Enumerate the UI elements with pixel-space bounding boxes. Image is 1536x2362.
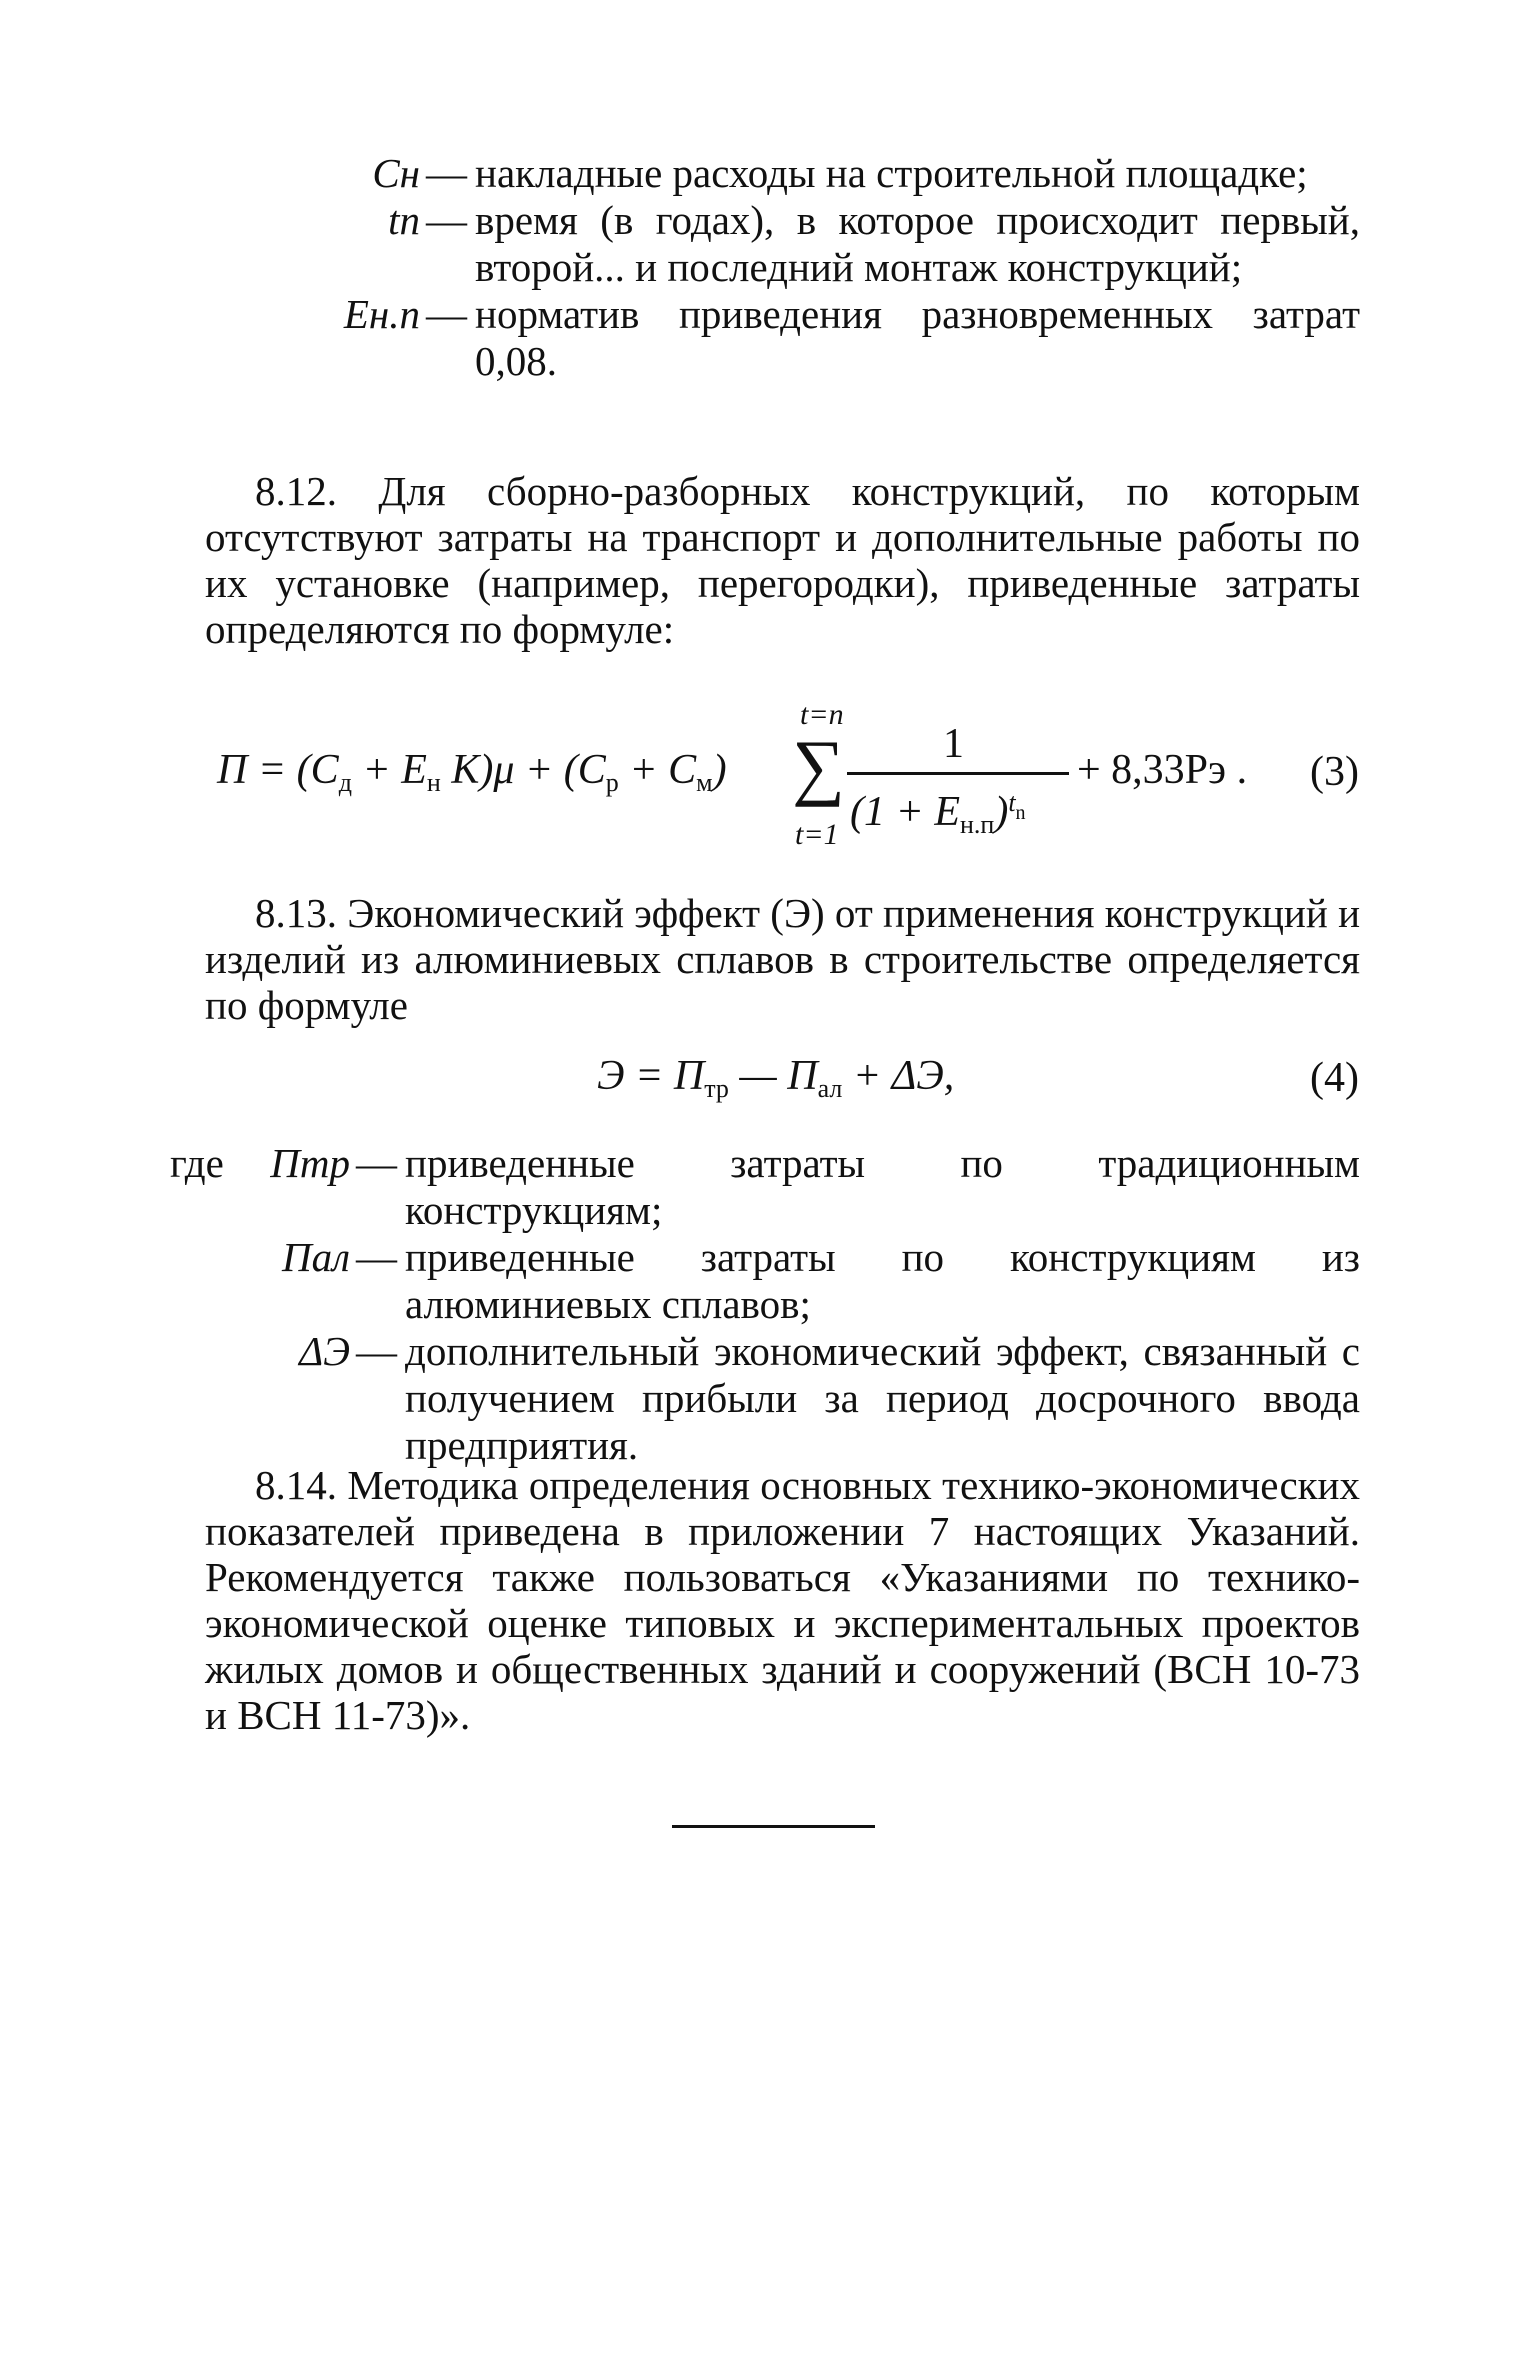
paragraph-number: 8.13. — [255, 890, 337, 936]
paragraph-text: Для сборно-разборных конструкций, по которым отсутствуют затраты на транспорт и дополнительные работы по их установке (например, перегородки), приведенные затраты определяются по формуле: — [205, 468, 1360, 652]
definition-item — [170, 150, 1360, 197]
paragraph-8-14 — [205, 1462, 1360, 1738]
sum-upper-limit: t=n — [800, 698, 844, 731]
definition-item — [170, 1234, 1360, 1328]
definition-dash: — — [426, 291, 467, 337]
definition-symbol: ΔЭ — [299, 1328, 350, 1374]
definition-symbol: Пал — [282, 1234, 350, 1280]
fraction-numerator: 1 — [943, 721, 964, 767]
definition-text: приведенные затраты по конструкциям из алюминиевых сплавов; — [405, 1234, 1360, 1327]
definition-dash: — — [426, 150, 467, 196]
definition-text: время (в годах), в которое происходит первый, второй... и последний монтаж конструкций; — [475, 197, 1360, 290]
definition-symbol: tn — [388, 197, 420, 243]
sum-lower-limit: t=1 — [795, 818, 839, 851]
definition-symbol: Cн — [372, 150, 420, 196]
definition-dash: — — [426, 197, 467, 243]
where-label: где — [170, 1140, 224, 1186]
definition-text: дополнительный экономический эффект, связанный с получением прибыли за период досрочного ввода предприятия. — [405, 1328, 1360, 1468]
definition-item — [170, 197, 1360, 291]
sum-sign: ∑ — [792, 726, 845, 808]
paragraph-text: Экономический эффект (Э) от применения конструкций и изделий из алюминиевых сплавов в строительстве определяется по формуле — [205, 890, 1361, 1028]
definition-dash: — — [356, 1140, 397, 1186]
formula-3 — [205, 700, 1360, 860]
paragraph-number: 8.12. — [255, 468, 337, 514]
paragraph-8-12 — [205, 468, 1360, 652]
definition-item — [170, 1140, 1360, 1234]
formula-3-tail: + 8,33Pэ . — [1077, 747, 1248, 793]
paragraph-8-13 — [205, 890, 1360, 1028]
paragraph-number: 8.14. — [255, 1462, 337, 1508]
equation-number: (3) — [1310, 749, 1359, 795]
definition-dash: — — [356, 1234, 397, 1280]
fraction-denominator: $(1 + E_{н.п})^{t_n}$ — [850, 788, 1026, 839]
definitions-top — [170, 150, 1360, 385]
definition-text: приведенные затраты по традиционным конструкциям; — [405, 1140, 1360, 1233]
formula-3-body: $П = (C_д + E_н$ $K)\mu + (C_р + C_м)$ — [217, 747, 727, 797]
paragraph-text: Методика определения основных технико-экономических показателей приведена в приложении 7 настоящих Указаний. Рекомендуется также пользоваться «Указаниями по технико-экономической оценке типовых и экспериментальных проектов жилых домов и общественных зданий и сооружений (ВСН 10-73 и ВСН 11-73)». — [205, 1462, 1360, 1738]
definition-text: норматив приведения разновременных затрат 0,08. — [475, 291, 1360, 384]
formula-4 — [205, 1050, 1360, 1120]
definition-item — [170, 1328, 1360, 1469]
equation-number: (4) — [1310, 1055, 1359, 1101]
definition-symbol: Птр — [270, 1140, 350, 1186]
definition-text: накладные расходы на строительной площадке; — [475, 150, 1308, 196]
fraction-bar — [847, 772, 1069, 775]
definition-symbol: Eн.п — [343, 291, 420, 337]
definitions-bottom — [170, 1140, 1360, 1469]
definition-dash: — — [356, 1328, 397, 1374]
formula-4-body: $Э = П_{тр}$ — $П_{ал} + \Delta Э$, — [597, 1053, 955, 1103]
definition-item — [170, 291, 1360, 385]
end-rule — [672, 1825, 875, 1828]
